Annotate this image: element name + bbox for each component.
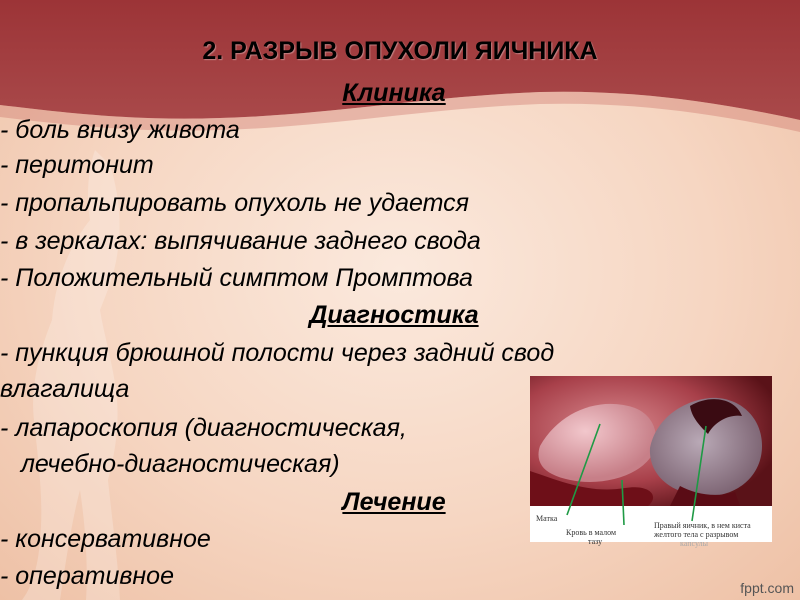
- laparoscopy-image: [530, 376, 772, 542]
- clinic-item-2: - перитонит: [0, 151, 154, 179]
- section-heading-diagnostics: Диагностика: [309, 301, 479, 329]
- photo-label-ovary-cont: желтого тела с разрывом: [654, 530, 739, 539]
- diagnostics-item-1: - пункция брюшной полости через задний свод: [0, 339, 555, 367]
- diagnostics-item-2: влагалища: [0, 375, 130, 403]
- section-heading-clinic: Клиника: [342, 79, 446, 107]
- section-heading-treatment: Лечение: [342, 488, 446, 516]
- clinic-item-5: - Положительный симптом Промптова: [0, 264, 473, 292]
- clinic-item-3: - пропальпировать опухоль не удается: [0, 189, 470, 217]
- diagnostics-item-4: лечебно-диагностическая): [0, 450, 340, 478]
- photo-label-uterus: Матка: [536, 514, 558, 523]
- photo-label-blood: Кровь в малом: [566, 528, 617, 537]
- photo-label-ovary: Правый яичник, в нем киста: [654, 521, 751, 530]
- photo-label-ovary-cont2: капсулы: [680, 539, 708, 548]
- clinic-item-1: - боль внизу живота: [0, 116, 240, 144]
- diagnostics-item-3: - лапароскопия (диагностическая,: [0, 414, 407, 442]
- treatment-item-1: - консервативное: [0, 525, 211, 553]
- laparoscopy-photo: [530, 376, 772, 548]
- slide-title: 2. РАЗРЫВ ОПУХОЛИ ЯИЧНИКА: [202, 37, 598, 65]
- watermark: fppt.com: [740, 580, 794, 596]
- treatment-item-2: - оперативное: [0, 562, 174, 590]
- clinic-item-4: - в зеркалах: выпячивание заднего свода: [0, 227, 481, 255]
- photo-label-blood-cont: тазу: [588, 537, 603, 546]
